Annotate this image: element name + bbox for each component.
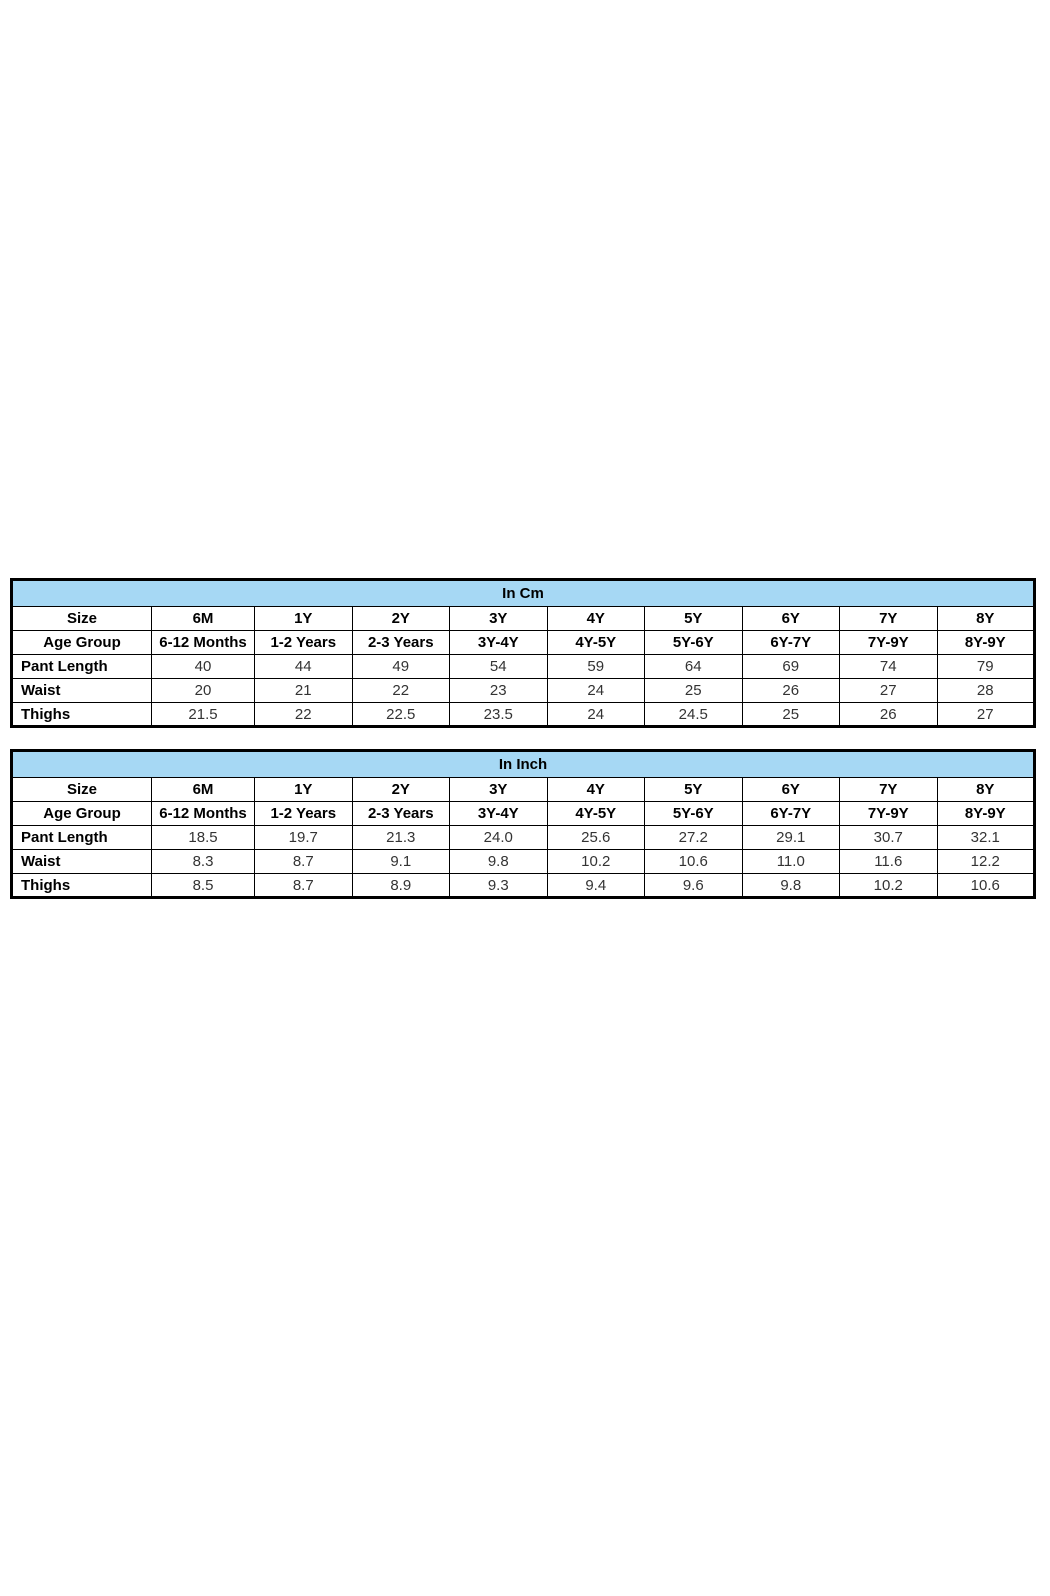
table-title-row [12,751,1035,778]
value-cell: 11.6 [840,850,938,874]
value-cell: 8.7 [255,850,353,874]
header-cell: 4Y-5Y [547,802,645,826]
value-cell: 9.8 [450,850,548,874]
value-cell: 24.0 [450,826,548,850]
value-cell: 25.6 [547,826,645,850]
header-cell: 7Y [840,778,938,802]
row-label: Pant Length [12,826,152,850]
value-cell: 10.6 [645,850,743,874]
header-cell: 4Y [547,607,645,631]
value-cell: 21 [255,679,353,703]
value-cell: 25 [742,703,840,727]
value-cell: 26 [840,703,938,727]
value-cell: 8.3 [152,850,255,874]
header-cell: 5Y [645,607,743,631]
row-label: Size [12,607,152,631]
table-row [12,607,1035,631]
value-cell: 25 [645,679,743,703]
header-cell: 2Y [352,607,450,631]
value-cell: 22 [352,679,450,703]
header-cell: 5Y [645,778,743,802]
value-cell: 9.6 [645,874,743,898]
header-cell: 4Y-5Y [547,631,645,655]
value-cell: 23 [450,679,548,703]
value-cell: 79 [937,655,1035,679]
header-cell: 1-2 Years [255,631,353,655]
value-cell: 9.8 [742,874,840,898]
header-cell: 7Y [840,607,938,631]
value-cell: 27.2 [645,826,743,850]
table-row [12,826,1035,850]
header-cell: 3Y [450,778,548,802]
header-cell: 8Y [937,607,1035,631]
value-cell: 18.5 [152,826,255,850]
value-cell: 28 [937,679,1035,703]
value-cell: 74 [840,655,938,679]
header-cell: 5Y-6Y [645,631,743,655]
header-cell: 4Y [547,778,645,802]
value-cell: 23.5 [450,703,548,727]
value-cell: 64 [645,655,743,679]
value-cell: 29.1 [742,826,840,850]
row-label: Pant Length [12,655,152,679]
header-cell: 6Y-7Y [742,802,840,826]
value-cell: 8.9 [352,874,450,898]
header-cell: 1Y [255,607,353,631]
table-row [12,655,1035,679]
value-cell: 10.2 [547,850,645,874]
header-cell: 1-2 Years [255,802,353,826]
header-cell: 6-12 Months [152,631,255,655]
value-cell: 24 [547,679,645,703]
header-cell: 3Y-4Y [450,802,548,826]
header-cell: 8Y [937,778,1035,802]
value-cell: 11.0 [742,850,840,874]
value-cell: 8.5 [152,874,255,898]
value-cell: 8.7 [255,874,353,898]
size-table-inch [10,749,1036,899]
value-cell: 9.1 [352,850,450,874]
row-label: Size [12,778,152,802]
value-cell: 20 [152,679,255,703]
table-title-cm: In Cm [12,580,1035,607]
header-cell: 2-3 Years [352,631,450,655]
value-cell: 69 [742,655,840,679]
table-title-inch: In Inch [12,751,1035,778]
header-cell: 6Y [742,778,840,802]
header-cell: 7Y-9Y [840,631,938,655]
header-cell: 6Y-7Y [742,631,840,655]
value-cell: 22 [255,703,353,727]
value-cell: 10.2 [840,874,938,898]
header-cell: 5Y-6Y [645,802,743,826]
value-cell: 27 [840,679,938,703]
value-cell: 24 [547,703,645,727]
table-title-row [12,580,1035,607]
row-label: Waist [12,850,152,874]
value-cell: 32.1 [937,826,1035,850]
header-cell: 8Y-9Y [937,631,1035,655]
value-cell: 27 [937,703,1035,727]
value-cell: 9.3 [450,874,548,898]
table-row [12,874,1035,898]
value-cell: 54 [450,655,548,679]
table-row [12,703,1035,727]
value-cell: 24.5 [645,703,743,727]
value-cell: 12.2 [937,850,1035,874]
value-cell: 49 [352,655,450,679]
header-cell: 6Y [742,607,840,631]
header-cell: 6-12 Months [152,802,255,826]
header-cell: 7Y-9Y [840,802,938,826]
row-label: Thighs [12,874,152,898]
value-cell: 21.5 [152,703,255,727]
value-cell: 26 [742,679,840,703]
row-label: Thighs [12,703,152,727]
value-cell: 44 [255,655,353,679]
header-cell: 2-3 Years [352,802,450,826]
header-cell: 8Y-9Y [937,802,1035,826]
value-cell: 21.3 [352,826,450,850]
header-cell: 1Y [255,778,353,802]
value-cell: 10.6 [937,874,1035,898]
value-cell: 22.5 [352,703,450,727]
value-cell: 40 [152,655,255,679]
header-cell: 3Y-4Y [450,631,548,655]
value-cell: 9.4 [547,874,645,898]
value-cell: 19.7 [255,826,353,850]
table-row [12,850,1035,874]
header-cell: 3Y [450,607,548,631]
table-row [12,802,1035,826]
header-cell: 6M [152,778,255,802]
value-cell: 30.7 [840,826,938,850]
row-label: Waist [12,679,152,703]
size-table-cm [10,578,1036,728]
table-row [12,778,1035,802]
row-label: Age Group [12,802,152,826]
table-row [12,679,1035,703]
header-cell: 2Y [352,778,450,802]
row-label: Age Group [12,631,152,655]
table-row [12,631,1035,655]
value-cell: 59 [547,655,645,679]
header-cell: 6M [152,607,255,631]
